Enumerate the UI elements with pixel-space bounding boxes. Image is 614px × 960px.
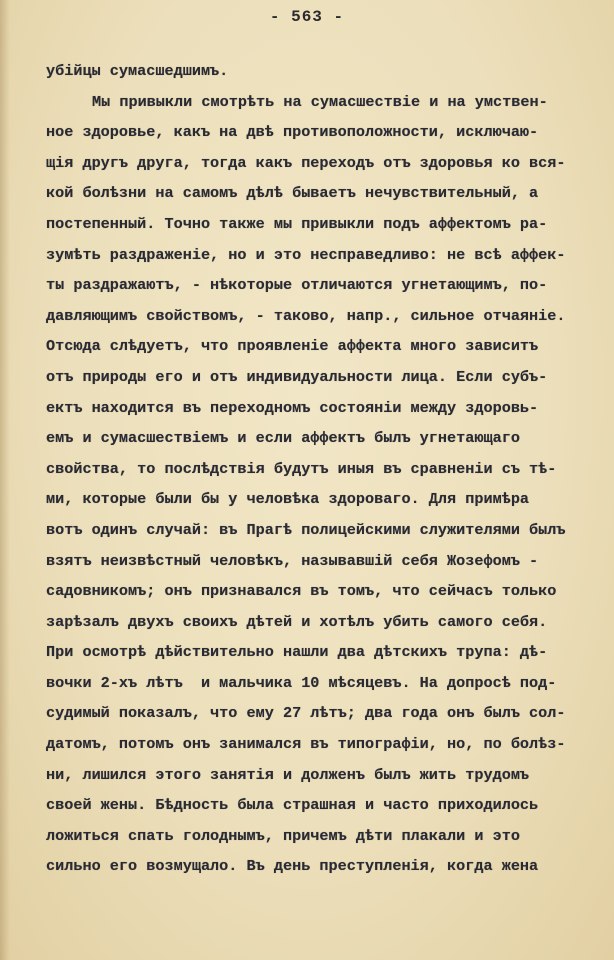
text-line: емъ и сумасшествіемъ и если аффектъ былъ угнетающаго	[46, 429, 520, 448]
text-line: Мы привыкли смотрѣть на сумасшествіе и на умствен-	[92, 92, 548, 111]
page-number: - 563 -	[269, 8, 345, 26]
text-line: ты раздражаютъ, - нѣкоторые отличаются угнетающимъ, по-	[46, 276, 548, 295]
page-body-text	[46, 56, 606, 882]
text-line: сильно его возмущало. Въ день преступленія, когда жена	[46, 857, 539, 876]
text-line: кой болѣзни на самомъ дѣлѣ бываетъ нечувствительный, а	[46, 184, 539, 203]
text-line: Отсюда слѣдуетъ, что проявленіе аффекта много зависитъ	[46, 337, 539, 356]
text-line: зумѣть раздраженіе, но и это несправедливо: не всѣ аффек-	[46, 245, 566, 264]
text-line: ми, которые были бы у человѣка здороваго. Для примѣра	[46, 490, 530, 509]
text-line: ложиться спать голоднымъ, причемъ дѣти плакали и это	[46, 826, 520, 845]
text-line: взятъ неизвѣстный человѣкъ, называвшій себя Жозефомъ -	[46, 551, 539, 570]
text-line: судимый показалъ, что ему 27 лѣтъ; два года онъ былъ сол-	[46, 704, 566, 723]
text-line: вотъ одинъ случай: въ Прагѣ полицейскими служителями былъ	[46, 520, 566, 539]
text-line: своей жены. Бѣдность была страшная и часто приходилось	[46, 796, 539, 815]
text-line: садовникомъ; онъ признавался въ томъ, что сейчасъ только	[46, 582, 557, 601]
text-line: свойства, то послѣдствія будутъ иныя въ сравненіи съ тѣ-	[46, 459, 557, 478]
text-line: давляющимъ свойствомъ, - таково, напр., сильное отчаяніе.	[46, 306, 566, 325]
text-line: убійцы сумасшедшимъ.	[46, 62, 229, 80]
text-line: ектъ находится въ переходномъ состояніи между здоровь-	[46, 398, 539, 417]
text-line: зарѣзалъ двухъ своихъ дѣтей и хотѣлъ убить самого себя.	[46, 612, 548, 631]
text-line: датомъ, потомъ онъ занимался въ типографіи, но, по болѣз-	[46, 735, 566, 754]
text-line: При осмотрѣ дѣйствительно нашли два дѣтскихъ трупа: дѣ-	[46, 643, 548, 662]
text-line: постепенный. Точно также мы привыкли подъ аффектомъ ра-	[46, 214, 548, 233]
text-line: щія другъ друга, тогда какъ переходъ отъ здоровья ко вся-	[46, 153, 566, 172]
text-line: вочки 2-хъ лѣтъ и мальчика 10 мѣсяцевъ. На допросѣ под-	[46, 673, 557, 692]
text-line: ное здоровье, какъ на двѣ противоположности, исключаю-	[46, 123, 539, 142]
text-line: отъ природы его и отъ индивидуальности лица. Если субъ-	[46, 367, 548, 386]
text-line: ни, лишился этого занятія и долженъ былъ жить трудомъ	[46, 765, 530, 784]
